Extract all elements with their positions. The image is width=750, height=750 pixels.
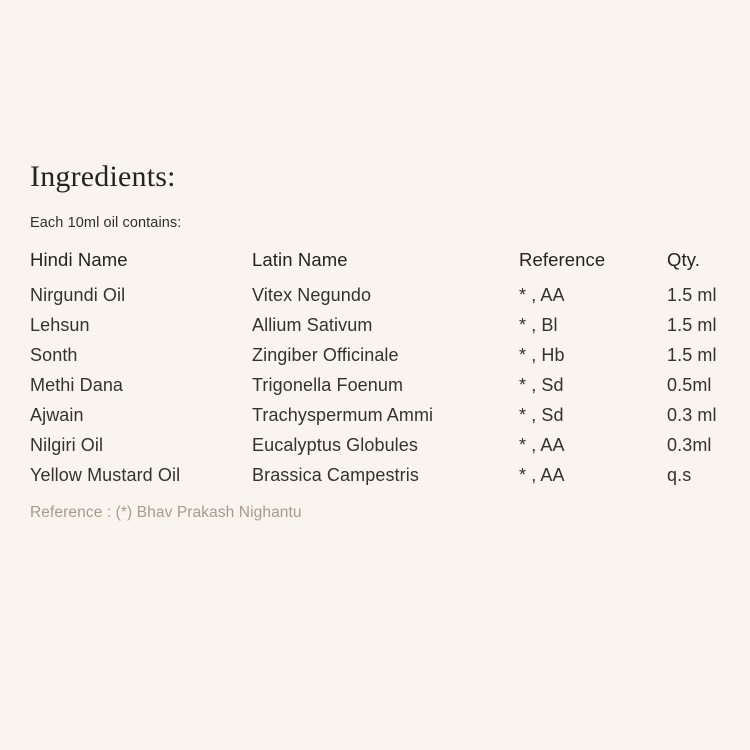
table-header-row bbox=[30, 249, 720, 280]
ingredients-table bbox=[30, 249, 720, 490]
table-row bbox=[30, 310, 720, 340]
table-row bbox=[30, 280, 720, 310]
table-row bbox=[30, 430, 720, 460]
cell-reference: * , Bl bbox=[519, 314, 558, 335]
table-row bbox=[30, 340, 720, 370]
cell-latin-name: Eucalyptus Globules bbox=[252, 434, 418, 455]
cell-reference: * , AA bbox=[519, 464, 565, 485]
cell-qty: 1.5 ml bbox=[667, 284, 717, 305]
column-header-latin-name: Latin Name bbox=[252, 249, 348, 270]
cell-qty: 0.3 ml bbox=[667, 404, 717, 425]
column-header-qty: Qty. bbox=[667, 249, 700, 270]
cell-hindi-name: Nilgiri Oil bbox=[30, 434, 104, 455]
cell-hindi-name: Nirgundi Oil bbox=[30, 284, 126, 305]
cell-qty: 0.5ml bbox=[667, 374, 712, 395]
cell-qty: 1.5 ml bbox=[667, 314, 717, 335]
cell-reference: * , Hb bbox=[519, 344, 565, 365]
table-row bbox=[30, 370, 720, 400]
table-row bbox=[30, 400, 720, 430]
cell-reference: * , AA bbox=[519, 434, 565, 455]
cell-latin-name: Vitex Negundo bbox=[252, 284, 372, 305]
cell-latin-name: Allium Sativum bbox=[252, 314, 373, 335]
cell-hindi-name: Ajwain bbox=[30, 404, 84, 425]
column-header-reference: Reference bbox=[519, 249, 606, 270]
cell-reference: * , AA bbox=[519, 284, 565, 305]
cell-qty: 0.3ml bbox=[667, 434, 712, 455]
cell-latin-name: Trachyspermum Ammi bbox=[252, 404, 434, 425]
cell-latin-name: Zingiber Officinale bbox=[252, 344, 399, 365]
cell-reference: * , Sd bbox=[519, 374, 564, 395]
cell-hindi-name: Methi Dana bbox=[30, 374, 124, 395]
cell-latin-name: Trigonella Foenum bbox=[252, 374, 404, 395]
cell-hindi-name: Lehsun bbox=[30, 314, 90, 335]
column-header-hindi-name: Hindi Name bbox=[30, 249, 128, 270]
cell-hindi-name: Sonth bbox=[30, 344, 78, 365]
reference-footnote: Reference : (*) Bhav Prakash Nighantu bbox=[30, 504, 302, 521]
cell-reference: * , Sd bbox=[519, 404, 564, 425]
cell-qty: q.s bbox=[667, 464, 692, 485]
dosage-subtitle: Each 10ml oil contains: bbox=[30, 215, 182, 231]
cell-latin-name: Brassica Campestris bbox=[252, 464, 419, 485]
cell-qty: 1.5 ml bbox=[667, 344, 717, 365]
table-row bbox=[30, 460, 720, 490]
page-title: Ingredients: bbox=[30, 160, 176, 193]
cell-hindi-name: Yellow Mustard Oil bbox=[30, 464, 181, 485]
